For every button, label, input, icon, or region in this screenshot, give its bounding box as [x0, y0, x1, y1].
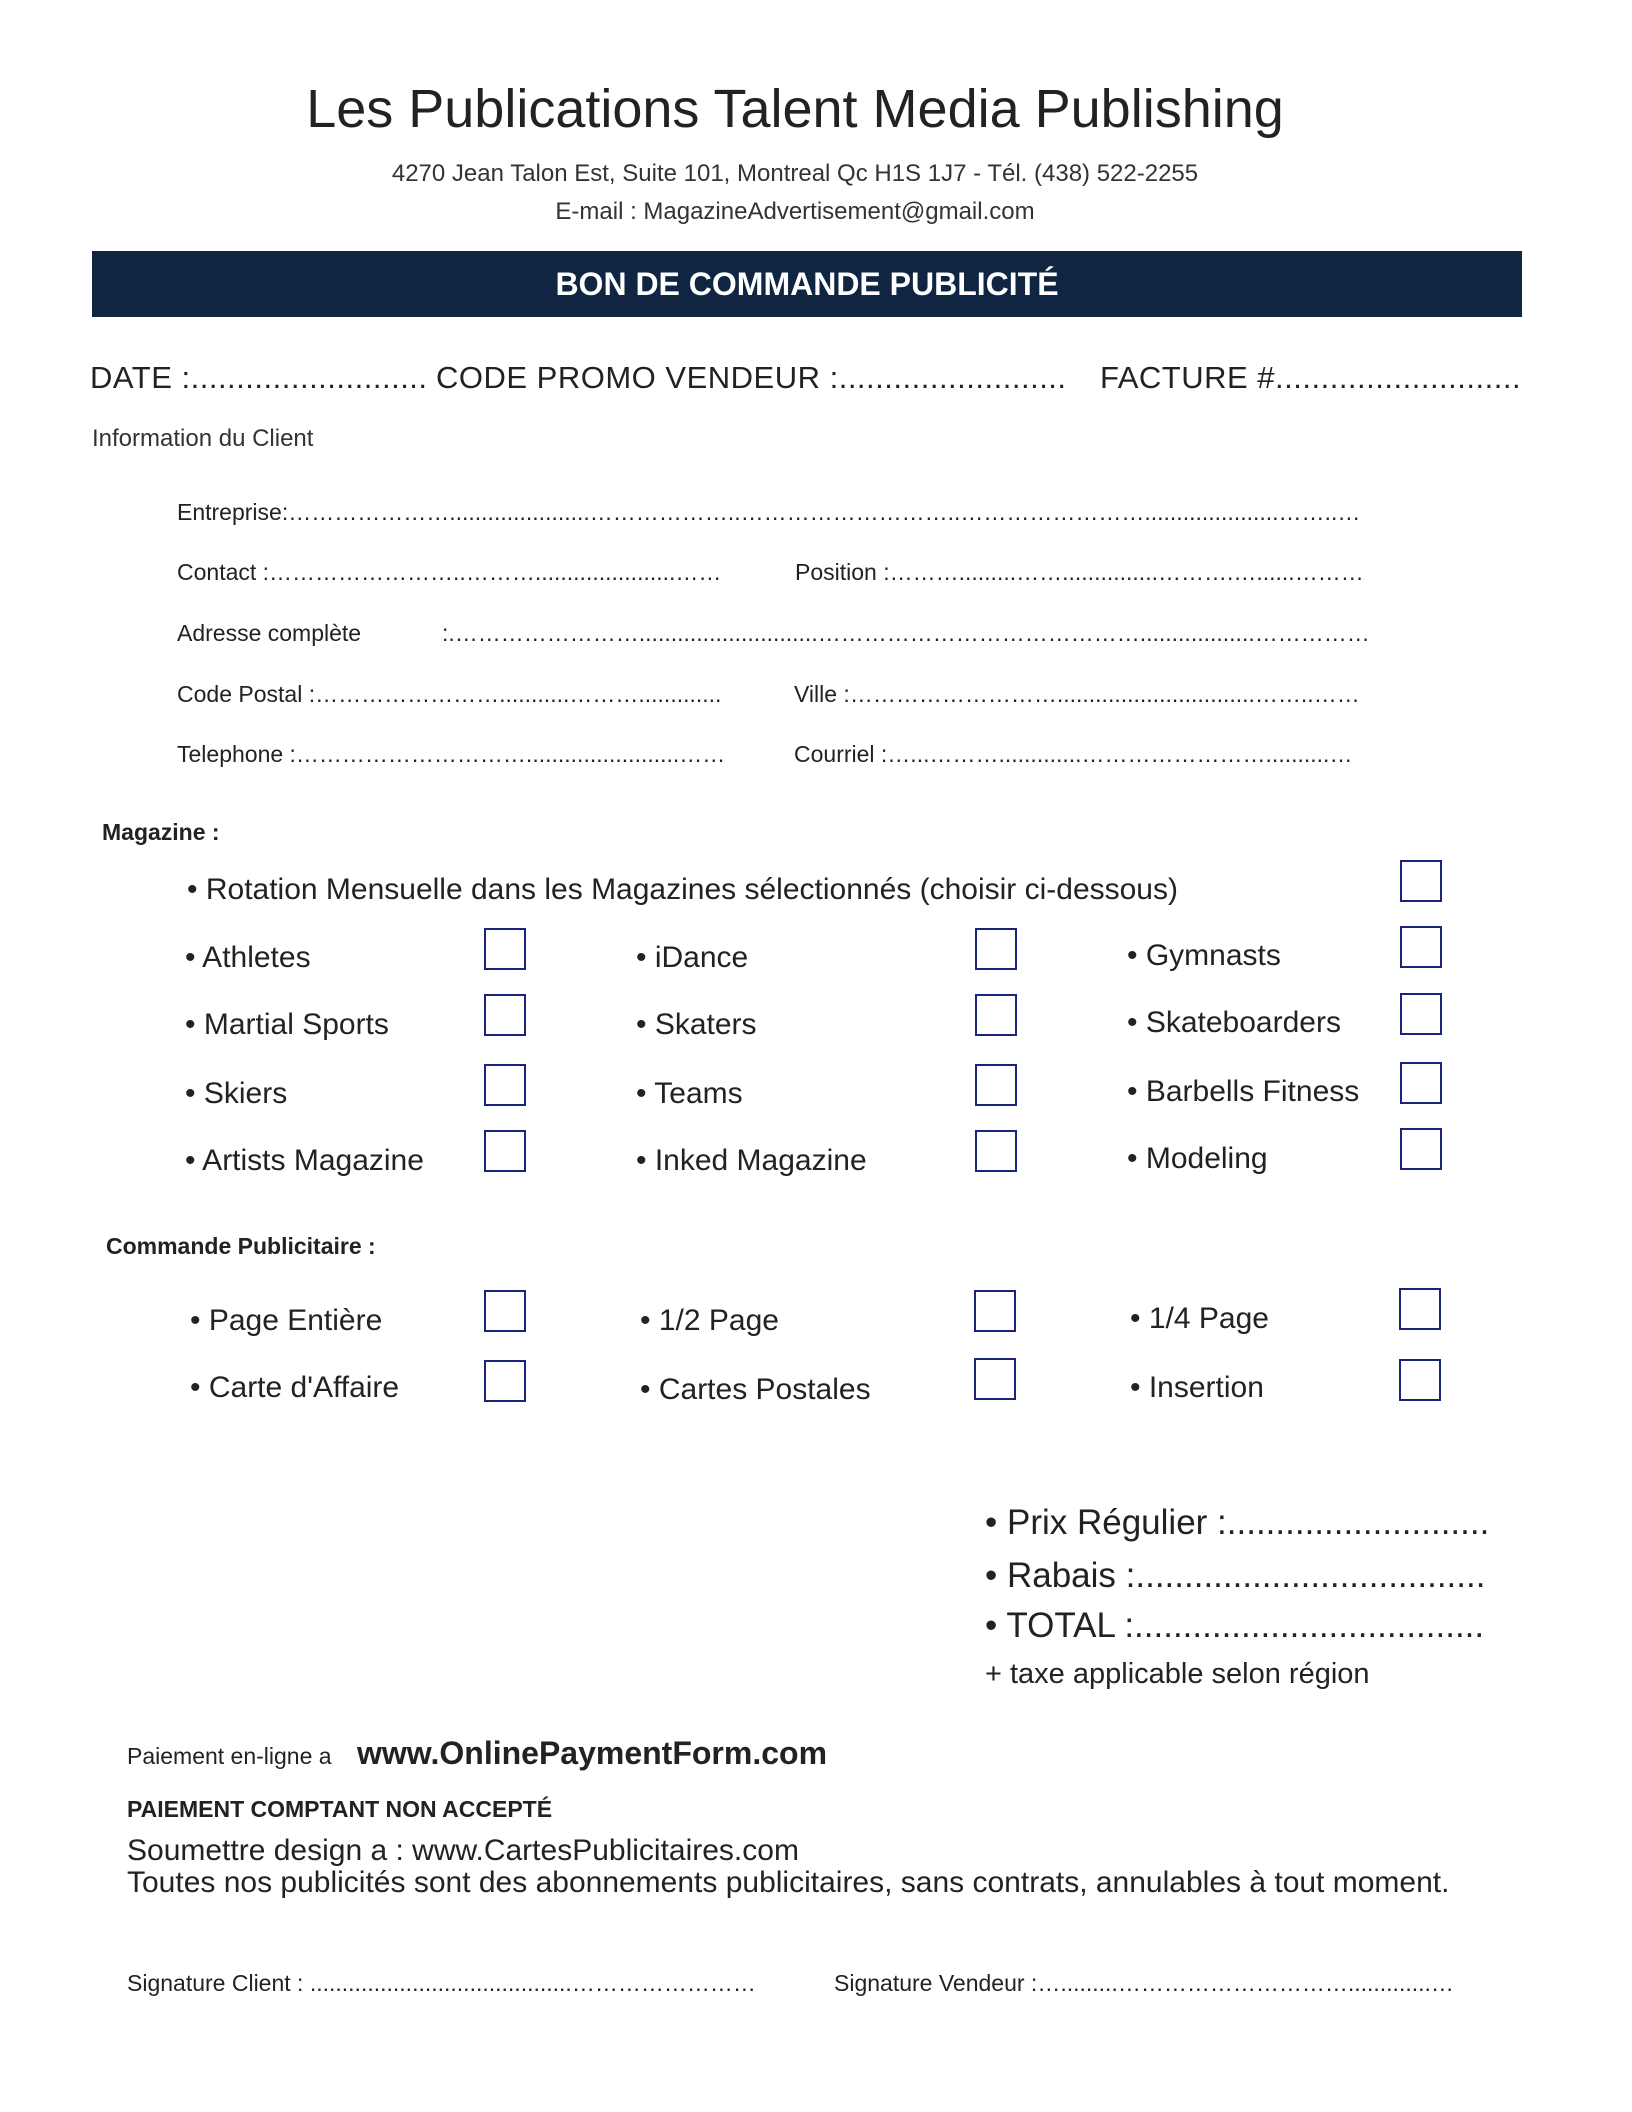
rotation-checkbox[interactable] [1400, 860, 1442, 902]
company-email: E-mail : MagazineAdvertisement@gmail.com [555, 198, 1035, 225]
skateboarders-checkbox[interactable] [1400, 993, 1442, 1035]
magazine-option-label: • iDance [636, 941, 749, 974]
tax-note: + taxe applicable selon région [985, 1658, 1370, 1690]
postal-code-field[interactable]: Code Postal :……………………...........………............. [177, 681, 722, 707]
total-field[interactable]: • TOTAL :.................................... [985, 1606, 1485, 1645]
magazine-option-label: • Skateboarders [1127, 1006, 1341, 1039]
telephone-field[interactable]: Telephone :…………………………........................…… [177, 741, 726, 767]
magazine-option-label: • Martial Sports [185, 1008, 389, 1041]
client-signature-field[interactable]: Signature Client : .........................................…………………… [127, 1970, 756, 1996]
ad-option-label: • 1/2 Page [640, 1304, 779, 1337]
ad-option-label: • 1/4 Page [1130, 1302, 1269, 1335]
rotation-option-label: • Rotation Mensuelle dans les Magazines sélectionnés (choisir ci-dessous) [187, 873, 1178, 906]
business-card-checkbox[interactable] [484, 1360, 526, 1402]
ad-option-label: • Carte d'Affaire [190, 1371, 400, 1404]
ad-option-label: • Cartes Postales [640, 1373, 871, 1406]
form-title: BON DE COMMANDE PUBLICITÉ [555, 265, 1059, 302]
magazine-option-label: • Inked Magazine [636, 1144, 867, 1177]
inked-magazine-checkbox[interactable] [975, 1130, 1017, 1172]
modeling-checkbox[interactable] [1400, 1128, 1442, 1170]
address-label: Adresse complète [177, 620, 362, 646]
magazine-option-label: • Teams [636, 1077, 743, 1110]
postcards-checkbox[interactable] [974, 1358, 1016, 1400]
magazine-option-label: • Athletes [185, 941, 311, 974]
submit-design-line: Soumettre design a : www.CartesPublicitaires.com [127, 1834, 799, 1867]
online-payment-link[interactable]: www.OnlinePaymentForm.com [357, 1735, 828, 1771]
email-field[interactable]: Courriel :…...……….............……………………..........… [794, 741, 1353, 767]
magazine-option-label: • Modeling [1127, 1142, 1268, 1175]
ad-option-label: • Page Entière [190, 1304, 383, 1337]
barbells-fitness-checkbox[interactable] [1400, 1062, 1442, 1104]
half-page-checkbox[interactable] [974, 1290, 1016, 1332]
company-name: Les Publications Talent Media Publishing [306, 79, 1284, 139]
artists-magazine-checkbox[interactable] [484, 1130, 526, 1172]
magazine-option-label: • Skaters [636, 1008, 757, 1041]
entreprise-field[interactable]: Entreprise:…………………......................………………..………………………..…………………….....................……..… [177, 499, 1361, 525]
magazine-option-label: • Gymnasts [1127, 939, 1281, 972]
magazine-heading: Magazine : [102, 819, 220, 845]
promo-code-field[interactable]: CODE PROMO VENDEUR :......................... [436, 360, 1067, 395]
idance-checkbox[interactable] [975, 928, 1017, 970]
subscription-notice: Toutes nos publicités sont des abonnements publicitaires, sans contrats, annulables à tout moment. [127, 1866, 1450, 1899]
client-info-heading: Information du Client [92, 425, 314, 452]
ad-order-heading: Commande Publicitaire : [106, 1233, 376, 1259]
martial-sports-checkbox[interactable] [484, 994, 526, 1036]
cash-not-accepted-notice: PAIEMENT COMPTANT NON ACCEPTÉ [127, 1796, 553, 1822]
city-field[interactable]: Ville :………………………...............................……..…… [794, 681, 1360, 707]
gymnasts-checkbox[interactable] [1400, 926, 1442, 968]
online-payment-label: Paiement en-ligne a [127, 1743, 332, 1769]
teams-checkbox[interactable] [975, 1064, 1017, 1106]
form-title-banner [92, 251, 1522, 317]
insertion-checkbox[interactable] [1399, 1359, 1441, 1401]
quarter-page-checkbox[interactable] [1399, 1288, 1441, 1330]
vendor-signature-field[interactable]: Signature Vendeur :….........………………………….............… [834, 1970, 1454, 1996]
position-field[interactable]: Position :……….........……...............……….…......……… [795, 559, 1364, 585]
contact-field[interactable]: Contact :……………………..………......................…… [177, 559, 722, 585]
athletes-checkbox[interactable] [484, 928, 526, 970]
magazine-option-label: • Artists Magazine [185, 1144, 424, 1177]
invoice-field[interactable]: FACTURE #........................... [1100, 360, 1522, 395]
skaters-checkbox[interactable] [975, 994, 1017, 1036]
magazine-option-label: • Barbells Fitness [1127, 1075, 1360, 1108]
ad-option-label: • Insertion [1130, 1371, 1264, 1404]
company-address: 4270 Jean Talon Est, Suite 101, Montreal Qc H1S 1J7 - Tél. (438) 522-2255 [391, 160, 1199, 187]
regular-price-field[interactable]: • Prix Régulier :........................... [985, 1503, 1490, 1542]
magazine-option-label: • Skiers [185, 1077, 288, 1110]
date-field[interactable]: DATE :.......................... [90, 360, 428, 395]
skiers-checkbox[interactable] [484, 1064, 526, 1106]
discount-field[interactable]: • Rabais :.................................... [985, 1556, 1486, 1595]
full-page-checkbox[interactable] [484, 1290, 526, 1332]
address-field[interactable]: :.……………………............................……………………………………..................…………… [442, 620, 1370, 646]
